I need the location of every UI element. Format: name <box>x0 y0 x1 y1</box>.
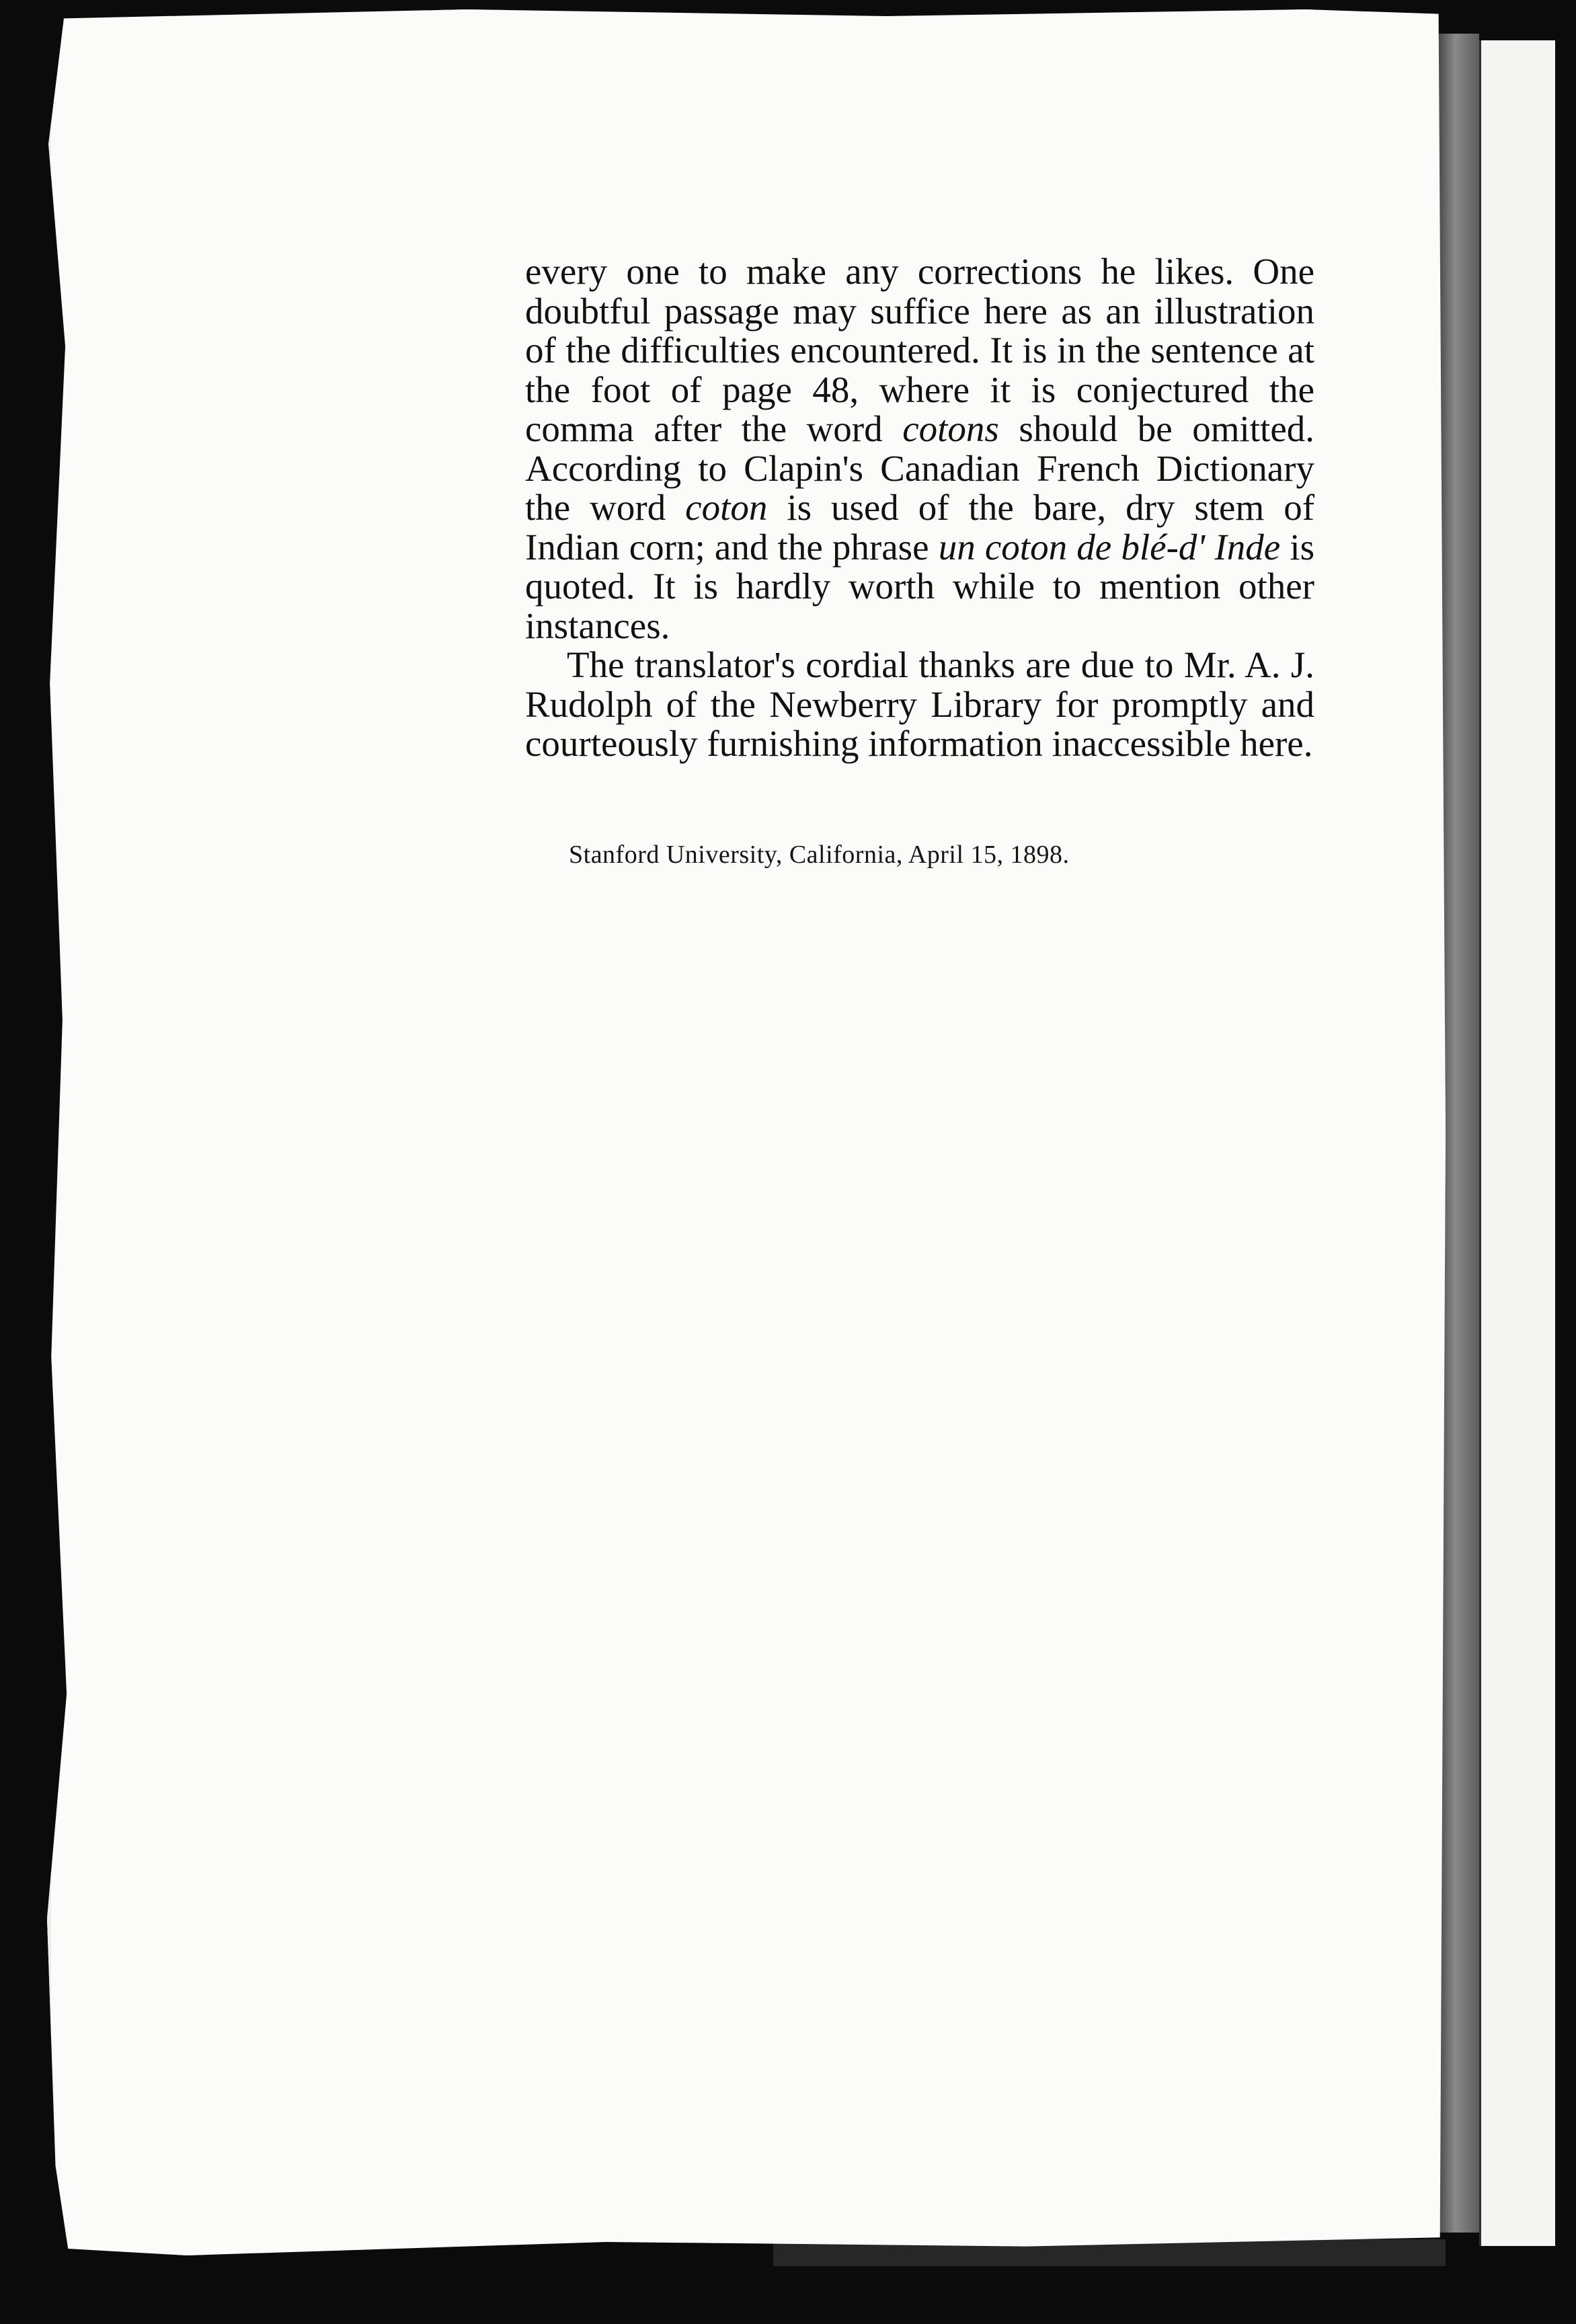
paragraph-corrections <box>525 252 1314 646</box>
italic-phrase-quoted: un coton de blé-d' Inde <box>938 526 1281 568</box>
paragraph-text-segment: every one to make any corrections he likes. One doubtful passage may suffice here as an illustration of the difficulties encountered. It is in the sentence at the foot of page 48, where it is conjectured the comma after the word <box>525 251 1314 449</box>
signoff-place-date: Stanford University, California, April 15, 1898. <box>569 841 1070 869</box>
page-body-text <box>525 252 1314 764</box>
italic-term-cotons: cotons <box>902 408 999 449</box>
paragraph-text-segment: is used of the bare, dry stem of Indian corn; and the phrase <box>525 487 1315 568</box>
adjacent-page-edge <box>1479 40 1555 2246</box>
paragraph-text-segment: is quoted. It is hardly worth while to mention other instances. <box>525 526 1314 646</box>
paragraph-acknowledgement: The translator's cordial thanks are due to Mr. A. J. Rudolph of the Newberry Library for promptly and courteously furnishing information inaccessible here. <box>525 644 1314 764</box>
paragraph-text-segment: should be omitted. According to Clapin's Canadian French Dictionary the word <box>525 408 1314 528</box>
italic-term-coton: coton <box>685 487 768 528</box>
